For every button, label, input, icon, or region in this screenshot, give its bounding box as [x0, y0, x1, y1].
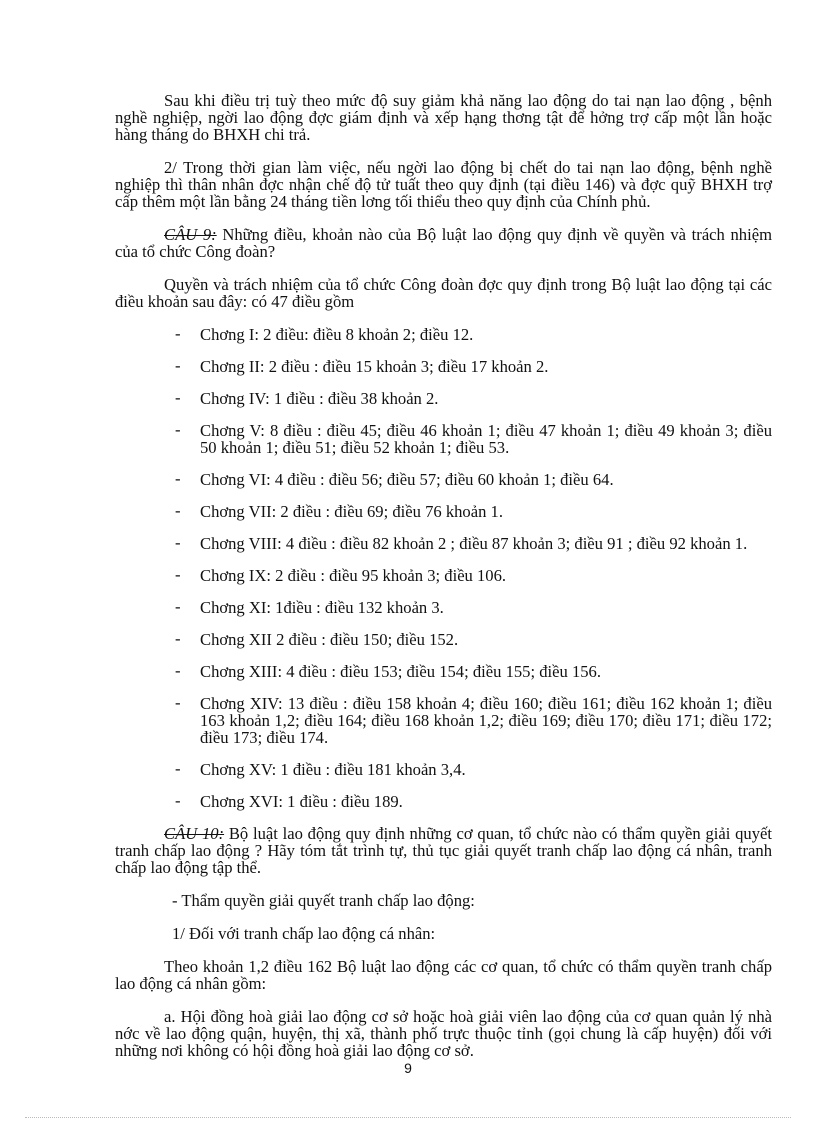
dash-bullet: - [175, 501, 181, 520]
list-item: - Chơng XIII: 4 điều : điều 153; điều 154; điều 155; điều 156. [175, 661, 601, 681]
paragraph-union-rights: Quyền và trách nhiệm của tổ chức Công đoàn đợc quy định trong Bộ luật lao động tại các điều khoản sau đây: có 47 điều gồm [115, 275, 772, 311]
list-item: - Chơng XIV: 13 điều : điều 158 khoản 4; điều 160; điều 161; điều 162 khoản 1; điều 163 khoản 1,2; điều 164; điều 168 khoản 1,2; điều 169; điều 170; điều 171; điều 172; điều 173; điều 174. [175, 693, 772, 747]
dash-bullet: - [175, 533, 181, 552]
list-item: - Chơng XII 2 điều : điều 150; điều 152. [175, 629, 459, 649]
dash-bullet: - [175, 597, 181, 616]
dash-bullet: - [175, 759, 181, 778]
dash-bullet: - [175, 565, 181, 584]
paragraph-individual-dispute: 1/ Đối với tranh chấp lao động cá nhân: [172, 924, 436, 943]
list-item: - Chơng II: 2 điều : điều 15 khoản 3; điều 17 khoản 2. [175, 356, 549, 376]
paragraph-article-162: Theo khoản 1,2 điều 162 Bộ luật lao động các cơ quan, tổ chức có thẩm quyền tranh chấp lao động cá nhân gồm: [115, 957, 772, 993]
question-9-text: Những điều, khoản nào của Bộ luật lao động quy định về quyền và trách nhiệm của tổ chức Công đoàn? [115, 225, 772, 261]
dash-bullet: - [175, 791, 181, 810]
dash-bullet: - [175, 388, 181, 407]
page-bottom-divider [25, 1117, 791, 1118]
list-item: - Chơng VIII: 4 điều : điều 82 khoản 2 ; điều 87 khoản 3; điều 91 ; điều 92 khoản 1. [175, 533, 748, 553]
question-10 [115, 825, 772, 876]
question-10-label: CÂU 10: [164, 824, 225, 843]
paragraph-conciliation-council: a. Hội đồng hoà giải lao động cơ sở hoặc hoà giải viên lao động của cơ quan quản lý nhà nớc về lao động quận, huyện, thị xã, thành phố trực thuộc tỉnh (gọi chung là cấp huyện) đối với những nơi không có hội đồng hoà giải lao động cơ sở. [115, 1007, 772, 1060]
list-item: - Chơng IX: 2 điều : điều 95 khoản 3; điều 106. [175, 565, 507, 585]
list-item: - Chơng VI: 4 điều : điều 56; điều 57; điều 60 khoản 1; điều 64. [175, 469, 614, 489]
dash-bullet: - [175, 324, 181, 343]
dash-bullet: - [175, 629, 181, 648]
paragraph-death-benefit: 2/ Trong thời gian làm việc, nếu ngời lao động bị chết do tai nạn lao động, bệnh nghề nghiệp thì thân nhân đợc nhận chế độ tử tuất theo quy định (tại điều 146) và đợc quỹ BHXH trợ cấp thêm một lần bằng 24 tháng tiền lơng tối thiểu theo quy định của Chính phủ. [115, 158, 772, 211]
question-9-label: CÂU 9: [164, 225, 217, 244]
dash-bullet: - [175, 469, 181, 488]
list-item: - Chơng XVI: 1 điều : điều 189. [175, 791, 403, 811]
list-item: - Chơng XV: 1 điều : điều 181 khoản 3,4. [175, 759, 466, 779]
list-item: - Chơng VII: 2 điều : điều 69; điều 76 khoản 1. [175, 501, 503, 521]
paragraph-competence-heading: - Thẩm quyền giải quyết tranh chấp lao động: [172, 891, 475, 910]
paragraph-injury-allowance: Sau khi điều trị tuỳ theo mức độ suy giảm khả năng lao động do tai nạn lao động , bệnh nghề nghiệp, ngời lao động đợc giám định và xếp hạng thơng tật để hởng trợ cấp một lần hoặc hàng tháng do BHXH chi trả. [115, 91, 772, 144]
chapter-list [115, 326, 772, 810]
dash-bullet: - [175, 693, 181, 712]
list-item: - Chơng I: 2 điều: điều 8 khoản 2; điều 12. [175, 324, 474, 344]
dash-bullet: - [175, 356, 181, 375]
list-item: - Chơng IV: 1 điều : điều 38 khoản 2. [175, 388, 439, 408]
dash-bullet: - [175, 661, 181, 680]
question-9 [115, 226, 772, 260]
page-content [115, 92, 772, 1075]
list-item: - Chơng V: 8 điều : điều 45; điều 46 khoản 1; điều 47 khoản 1; điều 49 khoản 3; điều 50 khoản 1; điều 51; điều 52 khoản 1; điều 53. [175, 420, 772, 457]
question-10-text: Bộ luật lao động quy định những cơ quan, tổ chức nào có thẩm quyền giải quyết tranh chấp lao động ? Hãy tóm tắt trình tự, thủ tục giải quyết tranh chấp lao động cá nhân, tranh chấp lao động tập thể. [115, 824, 772, 877]
page-number: 9 [404, 1060, 412, 1076]
dash-bullet: - [175, 420, 181, 439]
list-item: - Chơng XI: 1điều : điều 132 khoản 3. [175, 597, 444, 617]
